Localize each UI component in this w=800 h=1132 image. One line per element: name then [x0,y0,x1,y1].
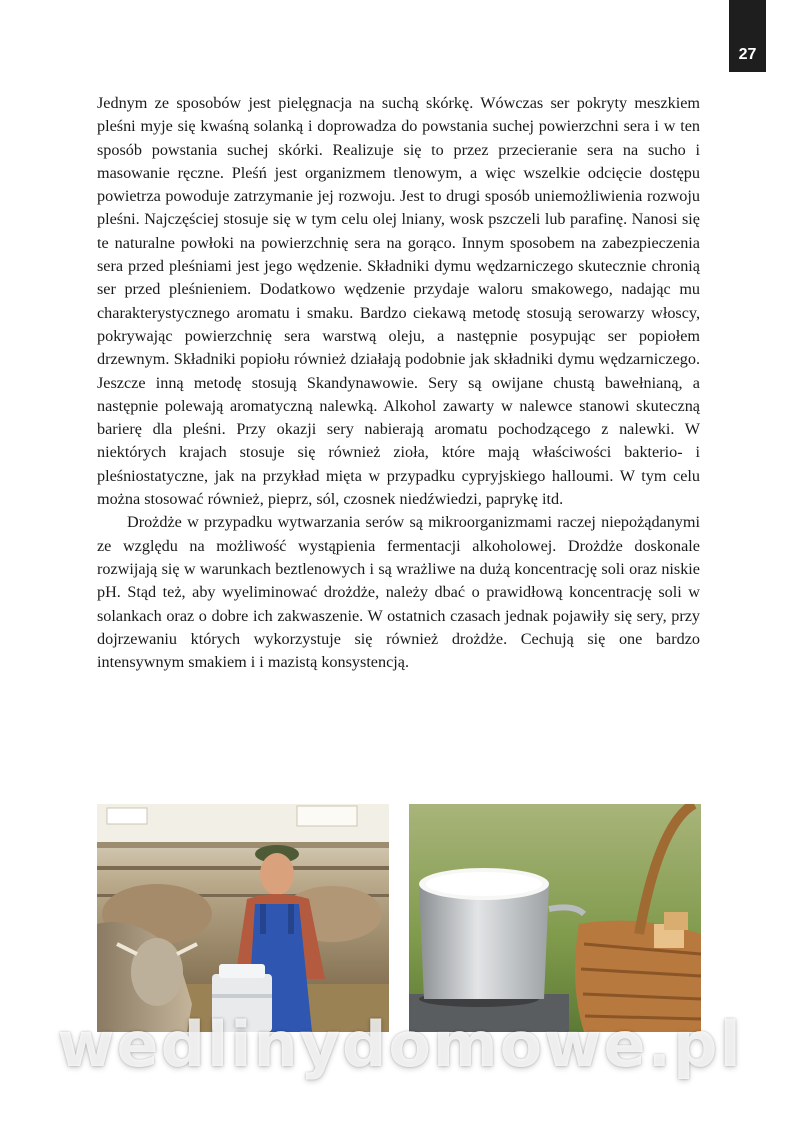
watermark-text: wedlinydomowe.pl [57,1008,743,1081]
paragraph-yeasts: Drożdże w przypadku wytwarzania serów są mikroorganizmami raczej niepożądanymi ze względu na możliwość wystąpienia fermentacji alkoholowej. Drożdże doskonale rozwijają się w warunkach beztlenowych i są wrażliwe na dużą koncentrację soli oraz niskie pH. Stąd też, aby wyeliminować drożdże, należy dbać o prawidłową koncentrację soli w solankach oraz o dobre ich zakwaszenie. W ostatnich czasach jednak pojawiły się sery, przy dojrzewaniu których wykorzystuje się również drożdże. Cechują się one bardzo intensywnym smakiem i i mazistą konsystencją. [97,513,700,672]
paragraph-mold-care: Jednym ze sposobów jest pielęgnacja na suchą skórkę. Wówczas ser pokryty meszkiem pleśni myje się kwaśną solanką i doprowadza do powstania suchej powierzchni sera i w ten sposób powstania suchej skórki. Realizuje się to przez przecieranie sera na sucho i masowanie ręczne. Pleśń jest organizmem tlenowym, a więc wszelkie odcięcie dostępu powietrza powoduje zatrzymanie jej rozwoju. Jest to drugi sposób uniemożliwienia rozwoju pleśni. Najczęściej stosuje się w tym celu olej lniany, wosk pszczeli lub parafinę. Nanosi się te naturalne powłoki na powierzchnię sera na gorąco. Innym sposobem na zabezpieczenia sera przed pleśniami jest jego wędzenie. Składniki dymu wędzarniczego skutecznie chronią ser przed pleśnieniem. Dodatkowo wędzenie przydaje waloru smakowego, nadając mu charakterystycznego aromatu i smaku. Bardzo ciekawą metodę stosują serowarzy włoscy, pokrywając powierzchnię sera warstwą oleju, a następnie posypując ser popiołem drzewnym. Składniki popiołu również działają podobnie jak składniki dymu wędzarniczego. Jeszcze inną metodę stosują Skandynawowie. Sery są owijane chustą bawełnianą, a następnie polewają aromatyczną nalewką. Alkohol zawarty w nalewce stanowi skuteczną barierę dla pleśni. Przy okazji sery nabierają aromatu pochodzącego z nalewki. W niektórych krajach stosuje się również zioła, które mają właściwości bakterio- i pleśniostatyczne, jak na przykład mięta w przypadku cypryjskiego halloumi. W tym celu można stosować również, pieprz, sól, czosnek niedźwiedzi, paprykę itd. [97,94,700,509]
farmer-milk-can-photo [97,804,389,1032]
milk-pot-basket-photo [409,804,701,1032]
page-number: 27 [729,0,766,72]
body-text [97,92,700,674]
